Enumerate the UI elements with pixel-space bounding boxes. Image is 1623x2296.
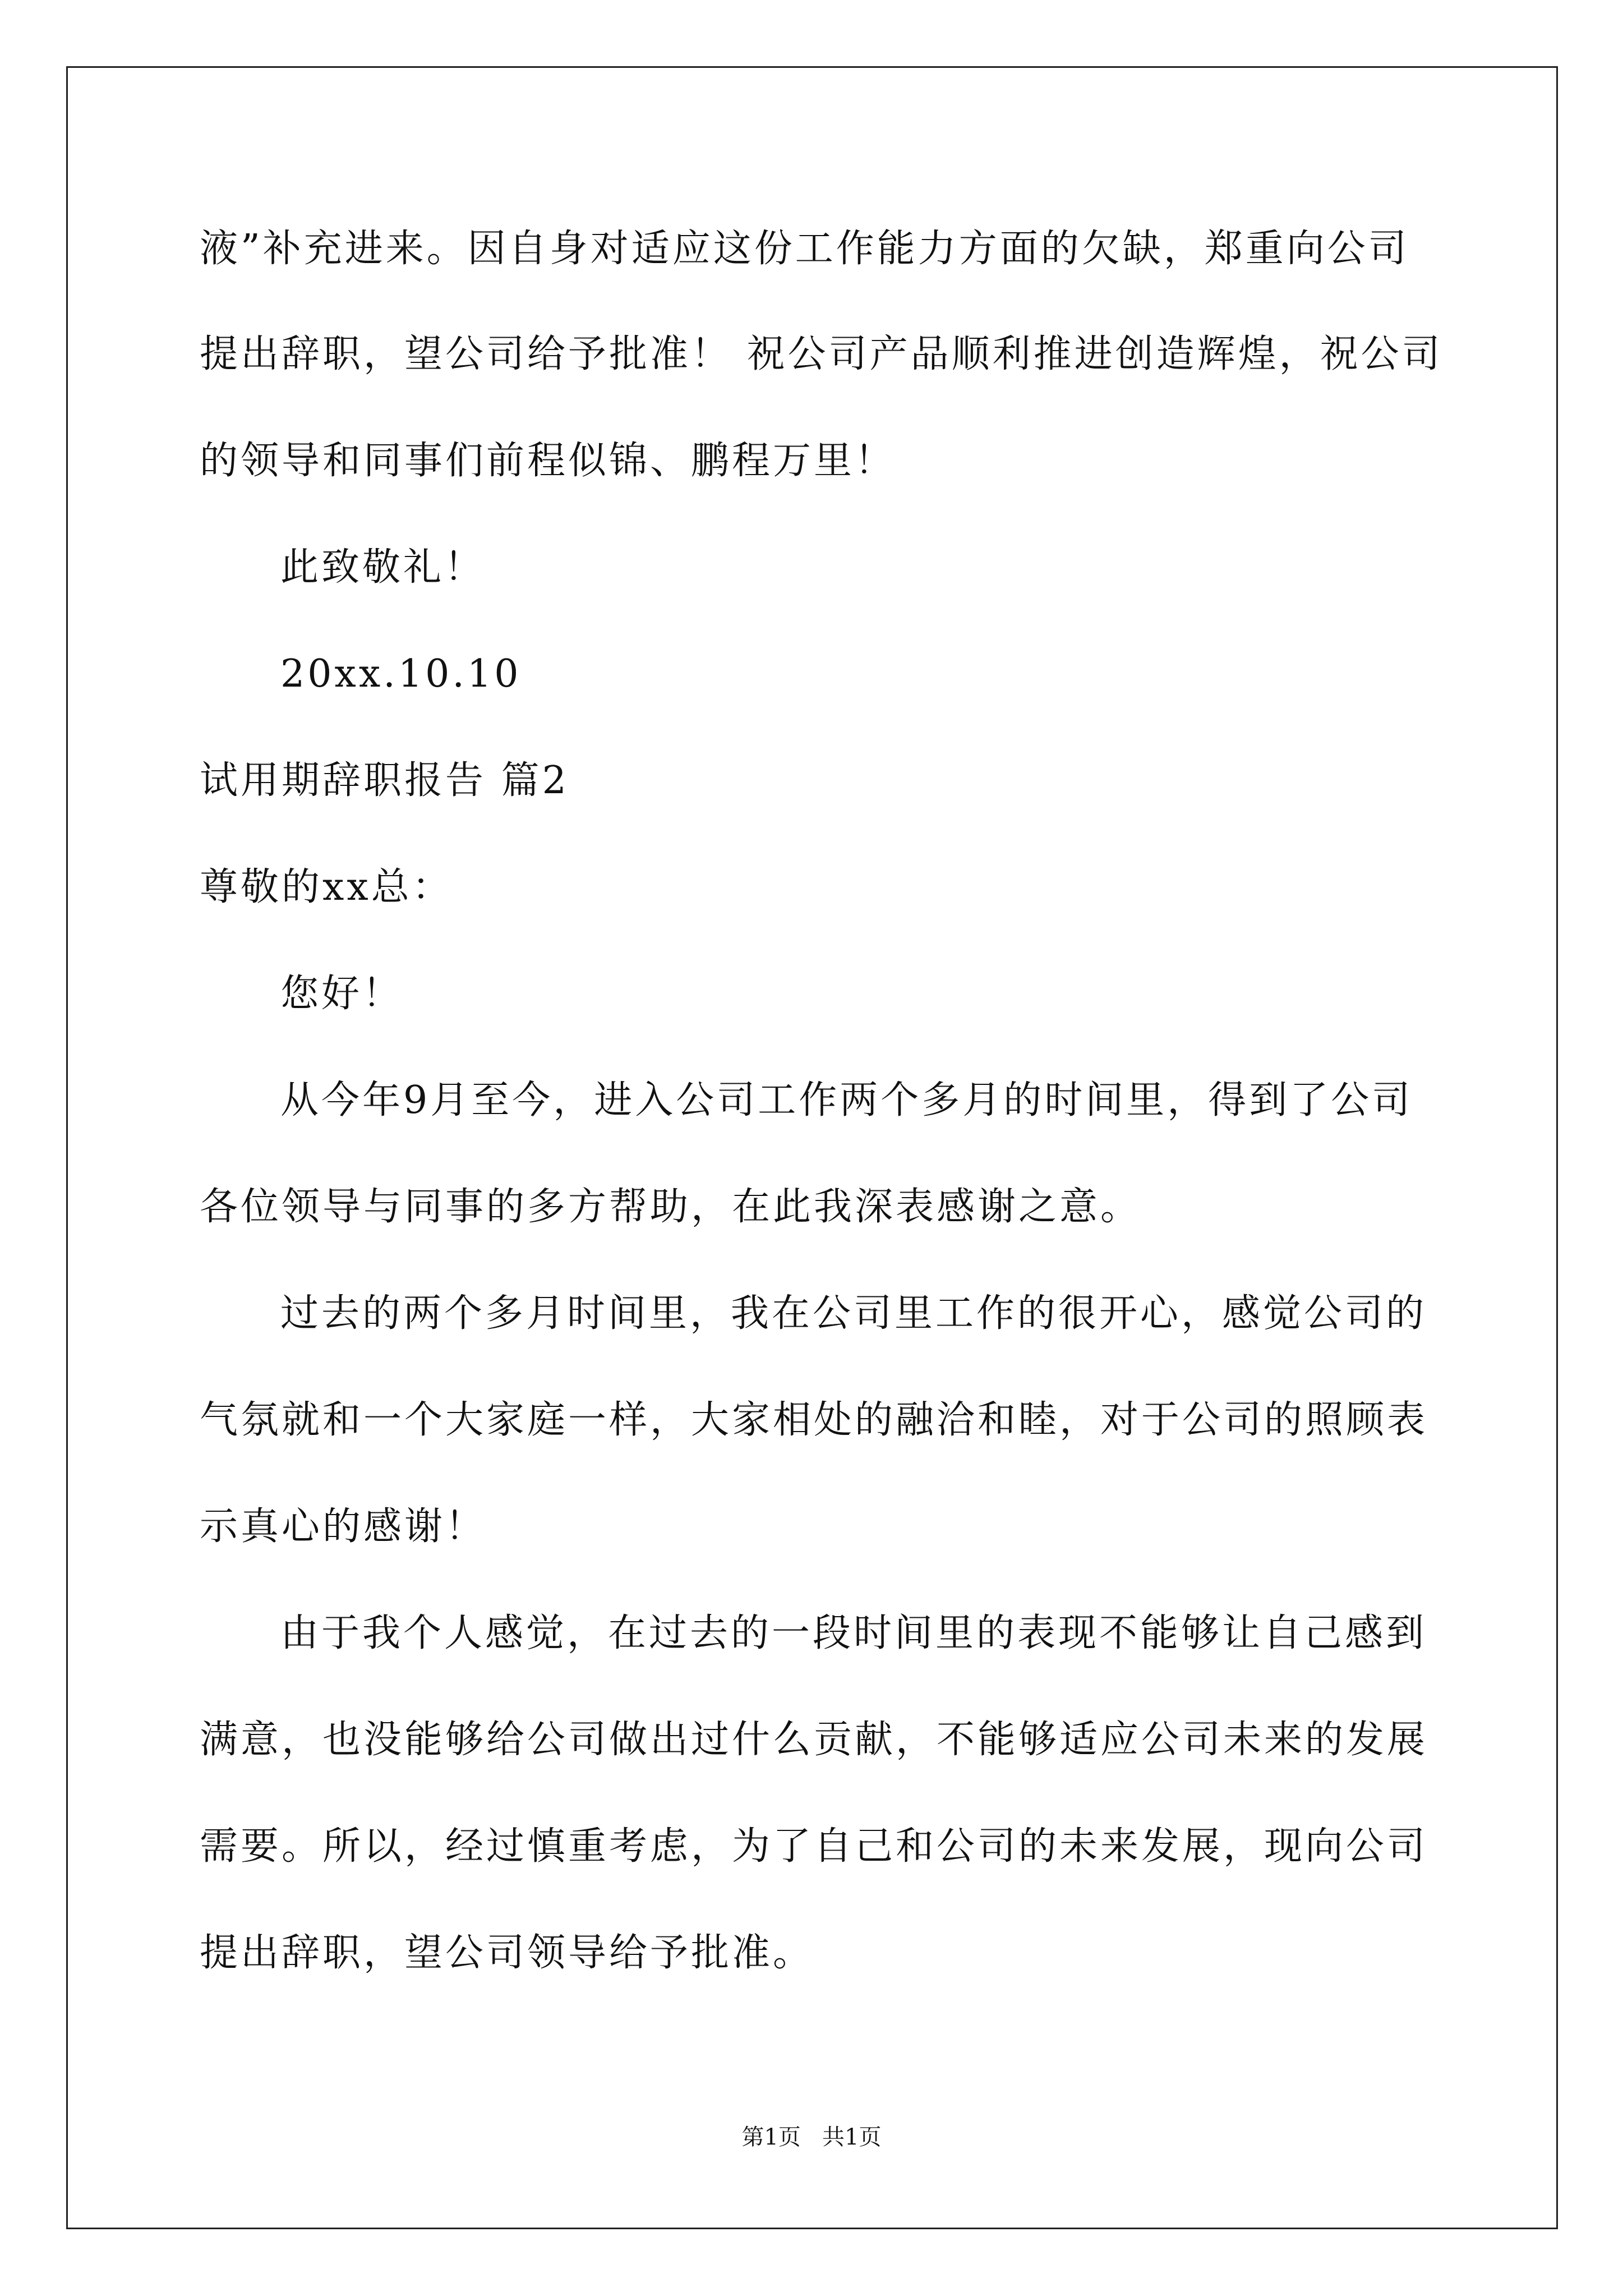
body-line: 气氛就和一个大家庭一样，大家相处的融洽和睦，对于公司的照顾表 [200,1398,1428,1442]
body-line: 提出辞职，望公司领导给予批准。 [200,1931,814,1975]
letter-date: 20xx.10.10 [280,652,522,696]
page-footer: 第1页 共1页 [741,2124,882,2150]
body-line: 提出辞职，望公司给予批准！ 祝公司产品顺利推进创造辉煌，祝公司 [200,332,1443,376]
recipient-line: 尊敬的xx总： [200,865,453,909]
body-line: 过去的两个多月时间里，我在公司里工作的很开心，感觉公司的 [280,1291,1427,1336]
body-line: 各位领导与同事的多方帮助，在此我深表感谢之意。 [200,1185,1142,1229]
body-line: 液”补充进来。因自身对适应这份工作能力方面的欠缺，郑重向公司 [200,227,1409,271]
page-border [66,66,1558,2229]
greeting: 您好！ [280,972,404,1016]
body-line: 示真心的感谢！ [200,1504,487,1549]
body-line: 满意，也没能够给公司做出过什么贡献，不能够适应公司未来的发展 [200,1718,1428,1762]
body-line: 由于我个人感觉，在过去的一段时间里的表现不能够让自己感到 [280,1611,1427,1655]
body-line: 的领导和同事们前程似锦、鹏程万里！ [200,439,896,483]
body-line: 从今年9月至今，进入公司工作两个多月的时间里，得到了公司 [280,1078,1413,1122]
section-heading: 试用期辞职报告 篇2 [200,758,569,803]
closing-salutation: 此致敬礼！ [280,545,486,590]
body-line: 需要。所以，经过慎重考虑，为了自己和公司的未来发展，现向公司 [200,1824,1428,1869]
